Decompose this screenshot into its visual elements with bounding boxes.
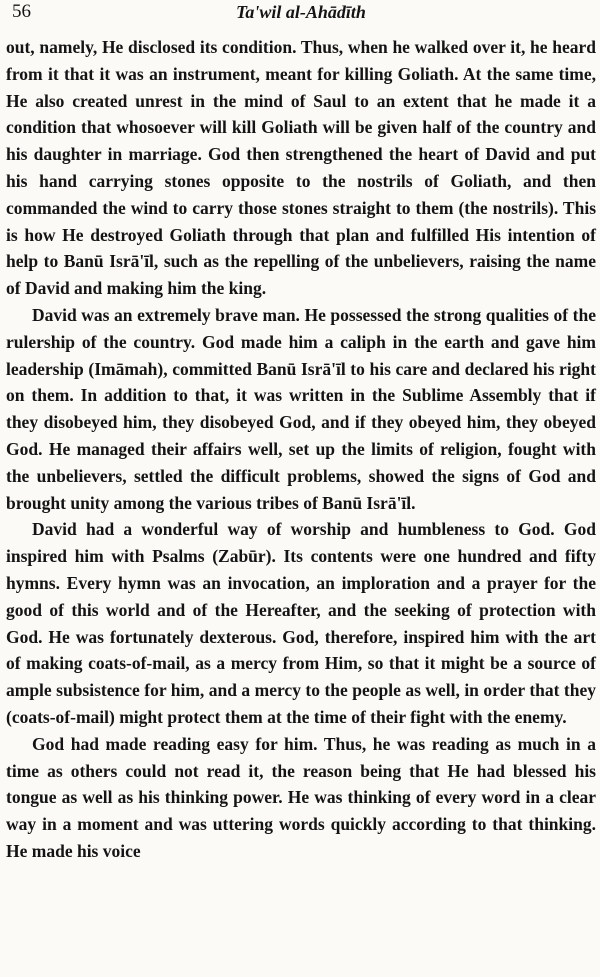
page-number: 56 (12, 1, 31, 22)
running-title: Ta'wil al-Ahādīth (236, 2, 366, 22)
paragraph-2: David was an extremely brave man. He possessed the strong qualities of the rulership of the country. God made him a caliph in the earth and gave him leadership (Imāmah), committed Banū Isrā'īl to his care and declared his right on them. In addition to that, it was written in the Sublime Assembly that if they disobeyed him, they disobeyed God, and if they obeyed him, they obeyed God. He managed their affairs well, set up the limits of religion, fought with the unbelievers, settled the difficult problems, showed the signs of God and brought unity among the various tribes of Banū Isrā'īl. (6, 304, 596, 513)
paragraph-3: David had a wonderful way of worship and humbleness to God. God inspired him with Psalms (Zabūr). Its contents were one hundred and fifty hymns. Every hymn was an invocation, an imploration and a prayer for the good of this world and of the Hereafter, and the seeking of protection with God. He was fortunately dexterous. God, therefore, inspired him with the art of making coats-of-mail, as a mercy from Him, so that it might be a source of ample subsistence for him, and a mercy to the people as well, in order that they (coats-of-mail) might protect them at the time of their fight with the enemy. (6, 519, 596, 727)
page-header (6, 0, 596, 34)
paragraph-1: out, namely, He disclosed its condition. Thus, when he walked over it, he heard from it that it was an instrument, meant for killing Goliath. At the same time, He also created unrest in the mind of Saul to an extent that he made it a condition that whosoever will kill Goliath will be given half of the country and his daughter in marriage. God then strengthened the heart of David and put his hand carrying stones opposite to the nostrils of Goliath, and then commanded the wind to carry those stones straight to them (the nostrils). This is how He destroyed Goliath through that plan and fulfilled His intention of help to Banū Isrā'īl, such as the repelling of the unbelievers, raising the name of David and making him the king. (6, 37, 596, 299)
body-text (6, 34, 596, 865)
paragraph-4: God had made reading easy for him. Thus, he was reading as much in a time as others could not read it, the reason being that He had blessed his tongue as well as his thinking power. He was thinking of every word in a clear way in a moment and was uttering words quickly according to that thinking. He made his voice (6, 733, 596, 861)
